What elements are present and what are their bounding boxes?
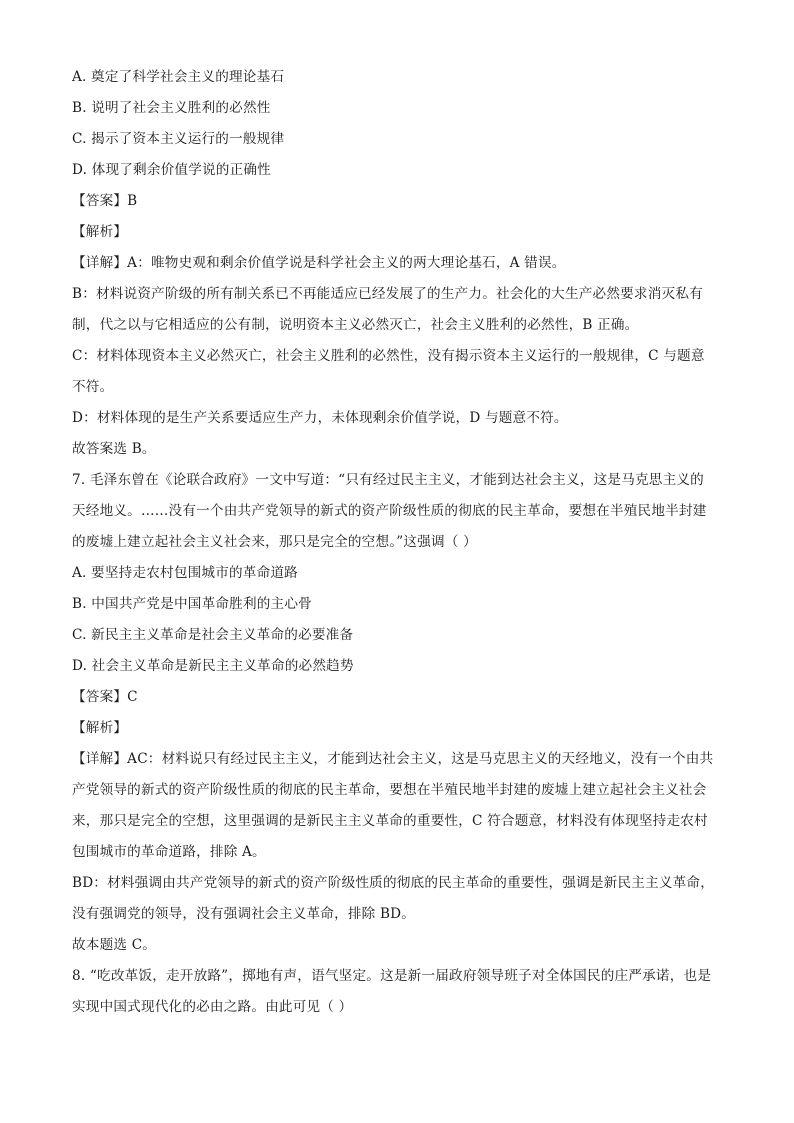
q7-option-a: A. 要坚持走农村包围城市的革命道路 [72, 565, 298, 581]
q7-answer: 【答案】C [72, 689, 138, 705]
q7-option-d: D. 社会主义革命是新民主主义革命的必然趋势 [72, 658, 354, 674]
q7-detail-line: 没有强调党的领导，没有强调社会主义革命，排除 BD。 [72, 906, 416, 922]
q6-detail-line: 【详解】A：唯物史观和剩余价值学说是科学社会主义的两大理论基石，A 错误。 [72, 255, 566, 271]
q6-option-c: C. 揭示了资本主义运行的一般规律 [72, 131, 285, 147]
q7-analysis-label: 【解析】 [72, 720, 128, 736]
q7-detail-line: 包围城市的革命道路，排除 A。 [72, 844, 266, 860]
q6-analysis-label: 【解析】 [72, 224, 128, 240]
q6-detail-conclusion: 故答案选 B。 [72, 441, 156, 457]
q6-detail-line: 不符。 [72, 379, 114, 395]
q7-detail-conclusion: 故本题选 C。 [72, 937, 157, 953]
q7-options [72, 558, 724, 682]
q6-detail [72, 248, 724, 465]
q6-option-b: B. 说明了社会主义胜利的必然性 [72, 100, 271, 116]
q7-detail [72, 744, 724, 961]
q6-detail-line: 制，代之以与它相适应的公有制，说明资本主义必然灭亡，社会主义胜利的必然性，B 正确。 [72, 317, 639, 333]
q7-stem-line: 的废墟上建立起社会主义社会来，那只是完全的空想。”这强调（ ） [72, 534, 477, 550]
q6-option-d: D. 体现了剩余价值学说的正确性 [72, 162, 271, 178]
q6-option-a: A. 奠定了科学社会主义的理论基石 [72, 69, 285, 85]
q8-stem-line: 8. “吃改革饭，走开放路”，掷地有声，语气坚定。这是新一届政府领导班子对全体国民的庄严承诺，也是 [72, 968, 712, 984]
document-page [72, 62, 724, 1023]
q6-options [72, 62, 724, 186]
q6-detail-line: B：材料说资产阶级的所有制关系已不再能适应已经发展了的生产力。社会化的大生产必然要求消灭私有 [72, 286, 703, 302]
q7-detail-line: BD：材料强调由共产党领导的新式的资产阶级性质的彻底的民主革命的重要性，强调是新民主主义革命， [72, 875, 715, 891]
q7-stem-line: 7. 毛泽东曾在《论联合政府》一文中写道：“只有经过民主主义，才能到达社会主义，这是马克思主义的 [72, 472, 704, 488]
q6-detail-line: D：材料体现的是生产关系要适应生产力，未体现剩余价值学说，D 与题意不符。 [72, 410, 568, 426]
q6-detail-line: C：材料体现资本主义必然灭亡，社会主义胜利的必然性，没有揭示资本主义运行的一般规律，C 与题意 [72, 348, 705, 364]
q8-stem [72, 961, 724, 1023]
q7-stem [72, 465, 724, 558]
q6-answer: 【答案】B [72, 193, 138, 209]
q7-stem-line: 天经地义。……没有一个由共产党领导的新式的资产阶级性质的彻底的民主革命，要想在半殖民地半封建 [72, 503, 707, 519]
q7-detail-line: 来，那只是完全的空想，这里强调的是新民主主义革命的重要性，C 符合题意，材料没有体现坚持走农村 [72, 813, 708, 829]
q7-detail-line: 【详解】AC：材料说只有经过民主主义，才能到达社会主义，这是马克思主义的天经地义，没有一个由共 [72, 751, 714, 767]
q7-option-b: B. 中国共产党是中国革命胜利的主心骨 [72, 596, 312, 612]
q7-detail-line: 产党领导的新式的资产阶级性质的彻底的民主革命，要想在半殖民地半封建的废墟上建立起社会主义社会 [72, 782, 707, 798]
q7-option-c: C. 新民主主义革命是社会主义革命的必要准备 [72, 627, 354, 643]
q8-stem-line: 实现中国式现代化的必由之路。由此可见（ ） [72, 999, 353, 1015]
